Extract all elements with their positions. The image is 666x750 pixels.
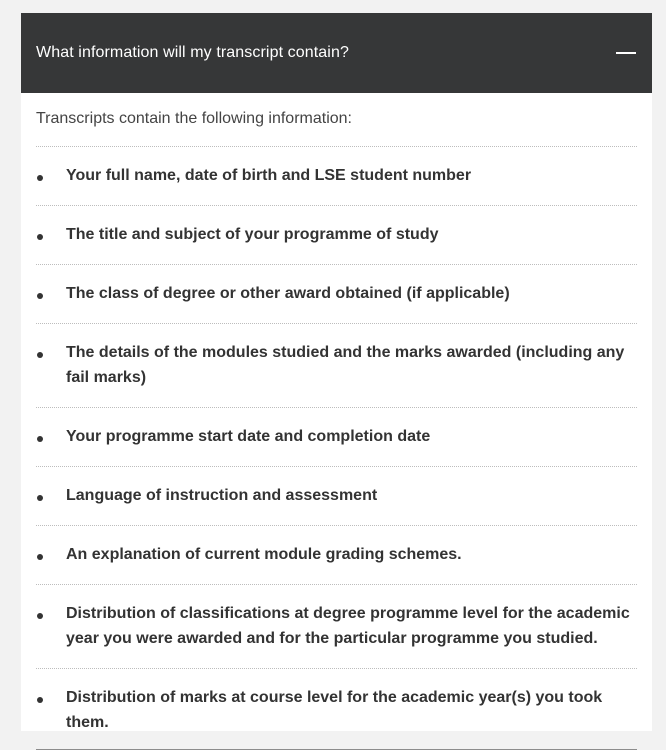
bullet-icon: [37, 554, 43, 560]
list-item: [36, 147, 637, 206]
list-item: [36, 526, 637, 585]
list-item-text: An explanation of current module grading schemes.: [66, 546, 462, 563]
intro-text: Transcripts contain the following information:: [36, 93, 637, 147]
list-item: [36, 265, 637, 324]
bullet-icon: [37, 697, 43, 703]
info-list: [36, 147, 637, 750]
list-item-text: The details of the modules studied and the marks awarded (including any fail marks): [66, 344, 625, 386]
accordion-body: [21, 93, 652, 750]
accordion-title: What information will my transcript contain?: [36, 44, 349, 61]
bullet-icon: [37, 495, 43, 501]
list-item: [36, 324, 637, 408]
list-item: [36, 408, 637, 467]
bullet-icon: [37, 352, 43, 358]
bullet-icon: [37, 234, 43, 240]
bullet-icon: [37, 436, 43, 442]
list-item: [36, 206, 637, 265]
accordion-panel: [21, 13, 652, 731]
list-item-text: Your full name, date of birth and LSE student number: [66, 167, 472, 184]
list-item: [36, 585, 637, 669]
minus-icon[interactable]: [616, 52, 636, 54]
list-item-text: The title and subject of your programme of study: [66, 226, 439, 243]
bullet-icon: [37, 293, 43, 299]
list-item: [36, 467, 637, 526]
list-item-text: Distribution of classifications at degree programme level for the academic year you were awarded and for the particular programme you studied.: [66, 605, 630, 647]
list-item: [36, 669, 637, 750]
list-item-text: Your programme start date and completion date: [66, 428, 431, 445]
list-item-text: The class of degree or other award obtained (if applicable): [66, 285, 510, 302]
list-item-text: Language of instruction and assessment: [66, 487, 378, 504]
list-item-text: Distribution of marks at course level for the academic year(s) you took them.: [66, 689, 603, 731]
bullet-icon: [37, 613, 43, 619]
accordion-header[interactable]: [21, 13, 652, 93]
bullet-icon: [37, 175, 43, 181]
